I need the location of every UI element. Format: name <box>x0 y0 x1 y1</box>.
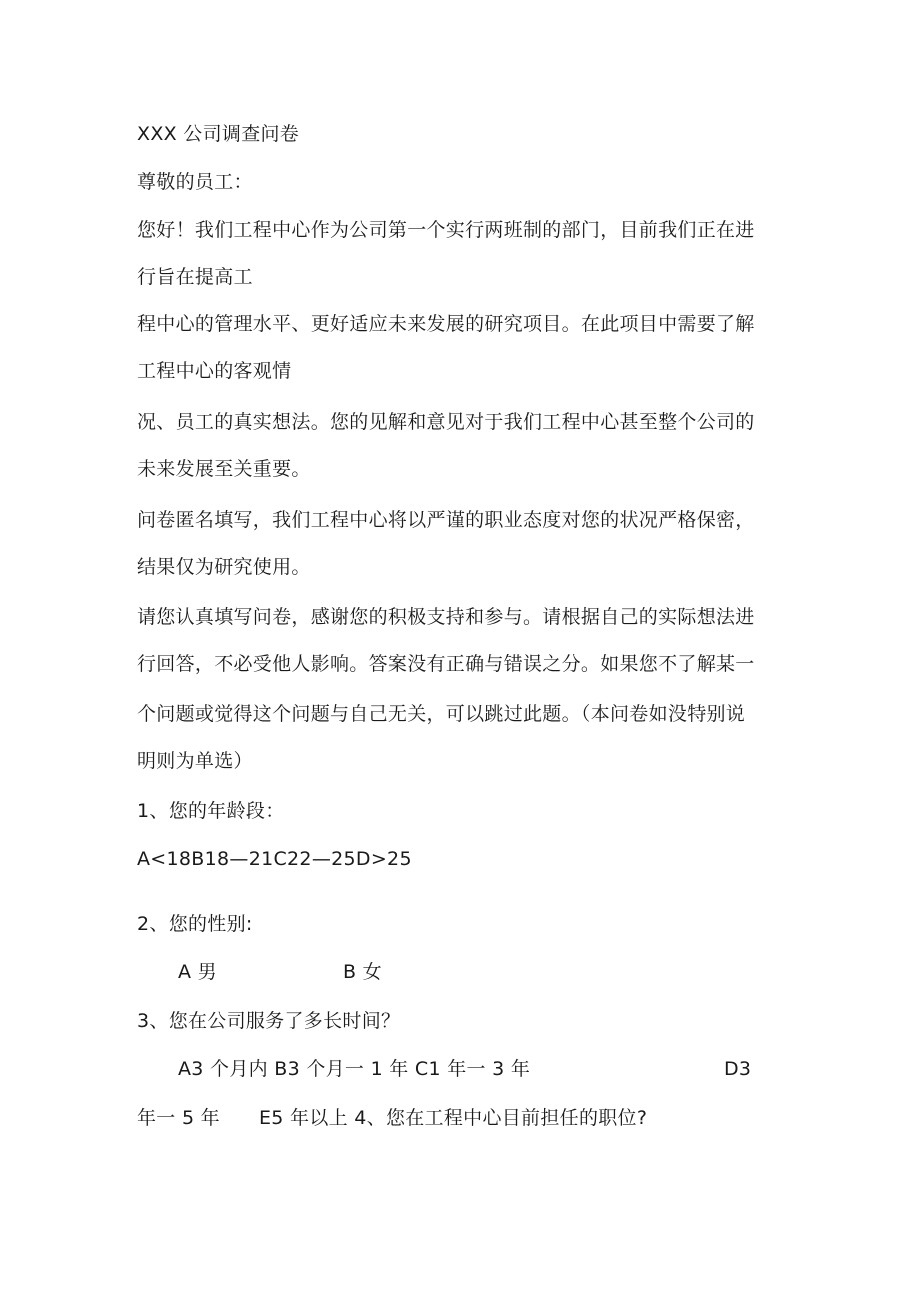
intro-line: 个问题或觉得这个问题与自己无关，可以跳过此题。（本问卷如没特别说 <box>137 703 746 725</box>
intro-line: 请您认真填写问卷，感谢您的积极支持和参与。请根据自己的实际想法进 <box>137 606 755 628</box>
intro-line: 结果仅为研究使用。 <box>137 556 311 578</box>
question-3-option-e-and-question-4: E5 年以上 4、您在工程中心目前担任的职位? <box>259 1107 648 1129</box>
document-title: XXX 公司调查问卷 <box>137 123 300 145</box>
intro-line: 问卷匿名填写，我们工程中心将以严谨的职业态度对您的状况严格保密， <box>137 509 755 531</box>
intro-line: 行旨在提高工 <box>137 266 253 288</box>
question-3-text: 3、您在公司服务了多长时间？ <box>137 1010 401 1032</box>
question-2-text: 2、您的性别: <box>137 913 253 935</box>
question-3-options-line1: A3 个月内 B3 个月一 1 年 C1 年一 3 年 <box>178 1058 531 1080</box>
intro-line: 程中心的管理水平、更好适应未来发展的研究项目。在此项目中需要了解 <box>137 313 755 335</box>
question-2-option-b: B 女 <box>343 961 382 983</box>
intro-line: 明则为单选） <box>137 750 253 772</box>
question-1-text: 1、您的年龄段： <box>137 800 285 822</box>
intro-line: 工程中心的客观情 <box>137 360 292 382</box>
salutation: 尊敬的员工： <box>137 171 253 193</box>
question-2-option-a: A 男 <box>178 961 217 983</box>
question-3-options-line2: 年一 5 年 <box>137 1107 220 1129</box>
intro-line: 行回答，不必受他人影响。答案没有正确与错误之分。如果您不了解某一 <box>137 653 755 675</box>
question-3-option-d: D3 <box>724 1058 752 1080</box>
intro-line: 未来发展至关重要。 <box>137 458 311 480</box>
intro-line: 况、员工的真实想法。您的见解和意见对于我们工程中心甚至整个公司的 <box>137 411 755 433</box>
question-1-options: A<18B18—21C22—25D>25 <box>137 848 412 870</box>
intro-line: 您好！我们工程中心作为公司第一个实行两班制的部门，目前我们正在进 <box>137 219 755 241</box>
